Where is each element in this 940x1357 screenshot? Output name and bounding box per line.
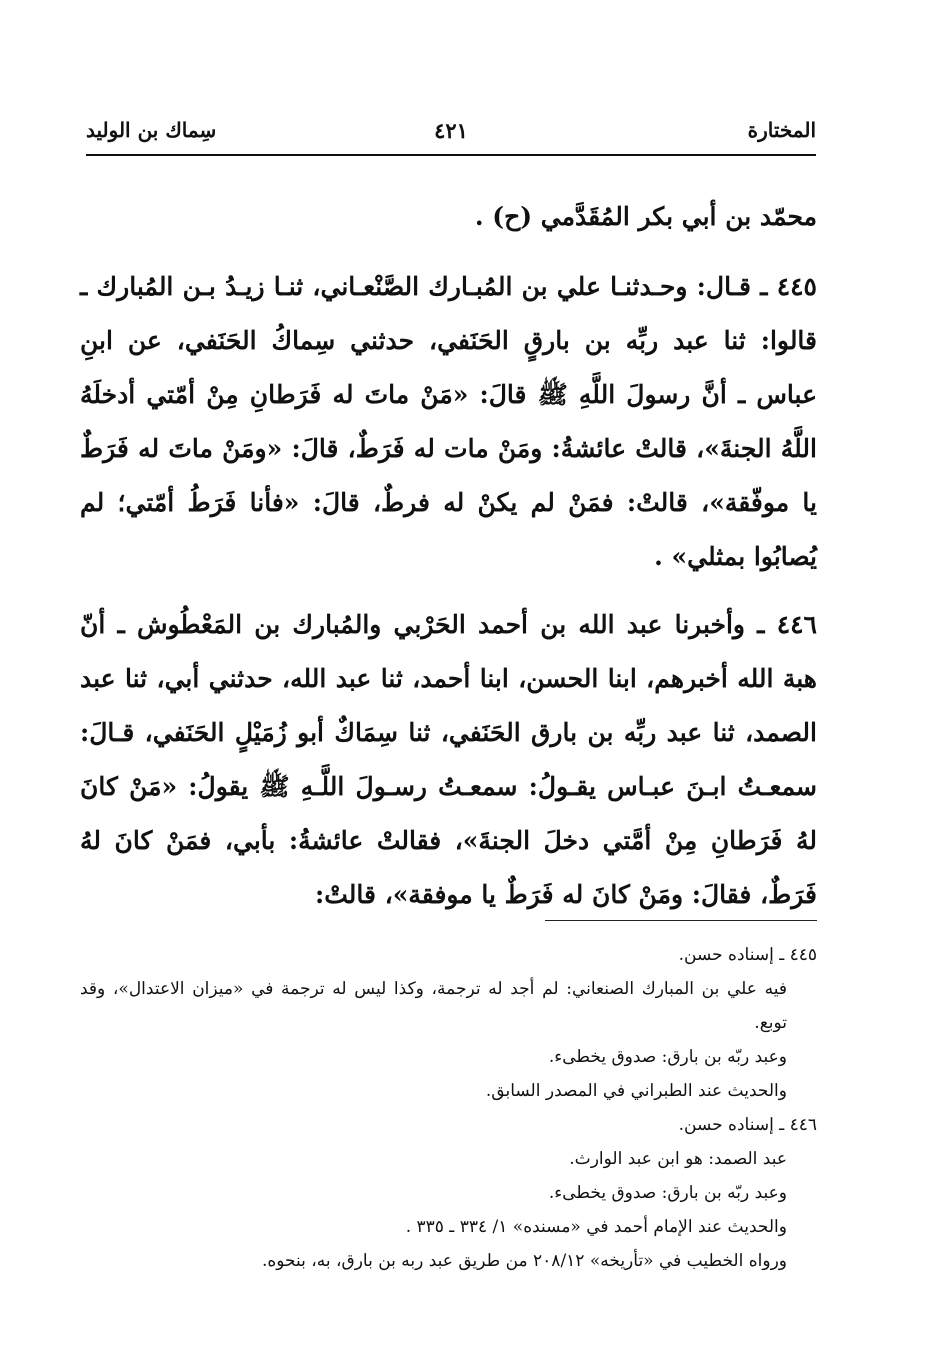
footnote-445-heading: ٤٤٥ ـ إسناده حسن. bbox=[678, 945, 817, 965]
footnote-446-line: وعبد ربّه بن بارق: صدوق يخطىء. bbox=[548, 1183, 787, 1203]
footnote-446-heading: ٤٤٦ ـ إسناده حسن. bbox=[678, 1115, 817, 1135]
book-title: المختارة bbox=[747, 118, 816, 142]
page-number: ٤٢١ bbox=[434, 118, 468, 143]
paragraph-continuation: محمّد بن أبي بكر المُقَدَّمي (ح) . bbox=[474, 202, 817, 231]
footnote-445-line: وعبد ربّه بن بارق: صدوق يخطىء. bbox=[548, 1047, 787, 1067]
running-header bbox=[86, 118, 816, 154]
footnotes bbox=[80, 938, 817, 1278]
section-title: سِماك بن الوليد bbox=[86, 118, 217, 142]
footnote-445-line: فيه علي بن المبارك الصنعاني: لم أجد له ترجمة، وكذا ليس له ترجمة في «ميزان الاعتدال»، وقد توبع. bbox=[80, 979, 787, 1033]
footnote-rule bbox=[545, 920, 817, 921]
footnote-446-line: والحديث عند الإمام أحمد في «مسنده» ١/ ٣٣٤ ـ ٣٣٥ . bbox=[405, 1217, 787, 1237]
hadith-446: ٤٤٦ ـ وأخبرنا عبد الله بن أحمد الحَرْبي والمُبارك بن المَعْطُوش ـ أنّ هبة الله أخبرهم، ابنا الحسن، ابنا أحمد، ثنا عبد الله، حدثني أبي، ثنا عبد الصمد، ثنا عبد ربِّه بن بارق الحَنَفي، ثنا سِمَاكٌ أبو زُمَيْلٍ الحَنَفي، قـالَ: سمعـتُ ابـنَ عبـاس يقـولُ: سمعـتُ رسـولَ اللَّـهِ ﷺ يقولُ: «مَنْ كانَ لهُ فَرَطانِ مِنْ أمَّتي دخلَ الجنةَ»، فقالتْ عائشةُ: بأبي، فمَنْ كانَ لهُ فَرَطٌ، فقالَ: ومَنْ كانَ له فَرَطٌ يا موفقة»، قالتْ: bbox=[80, 610, 817, 909]
footnote-445-line: والحديث عند الطبراني في المصدر السابق. bbox=[485, 1081, 787, 1101]
footnote-446-line: عبد الصمد: هو ابن عبد الوارث. bbox=[569, 1149, 787, 1169]
footnote-446-line: ورواه الخطيب في «تأريخه» ٢٠٨/١٢ من طريق عبد ربه بن بارق، به، بنحوه. bbox=[261, 1251, 787, 1271]
main-text bbox=[80, 190, 817, 922]
header-rule bbox=[86, 154, 816, 156]
hadith-445: ٤٤٥ ـ قـال: وحـدثنـا علي بن المُبـارك الصَّنْعـاني، ثنـا زيـدُ بـن المُبارك ـ قالوا: ثنا عبد ربِّه بن بارقٍ الحَنَفي، حدثني سِماكُ الحَنَفي، عن ابنِ عباس ـ أنَّ رسولَ اللَّهِ ﷺ قالَ: «مَنْ ماتَ له فَرَطانِ مِنْ أمّتي أدخلَهُ اللَّهُ الجنةَ»، قالتْ عائشةُ: ومَنْ مات له فَرَطٌ، قالَ: «ومَنْ ماتَ له فَرَطٌ يا موفّقة»، قالتْ: فمَنْ لم يكنْ له فرطٌ، قالَ: «فأنا فَرَطُ أمّتي؛ لم يُصابُوا بمثلي» . bbox=[80, 272, 817, 571]
